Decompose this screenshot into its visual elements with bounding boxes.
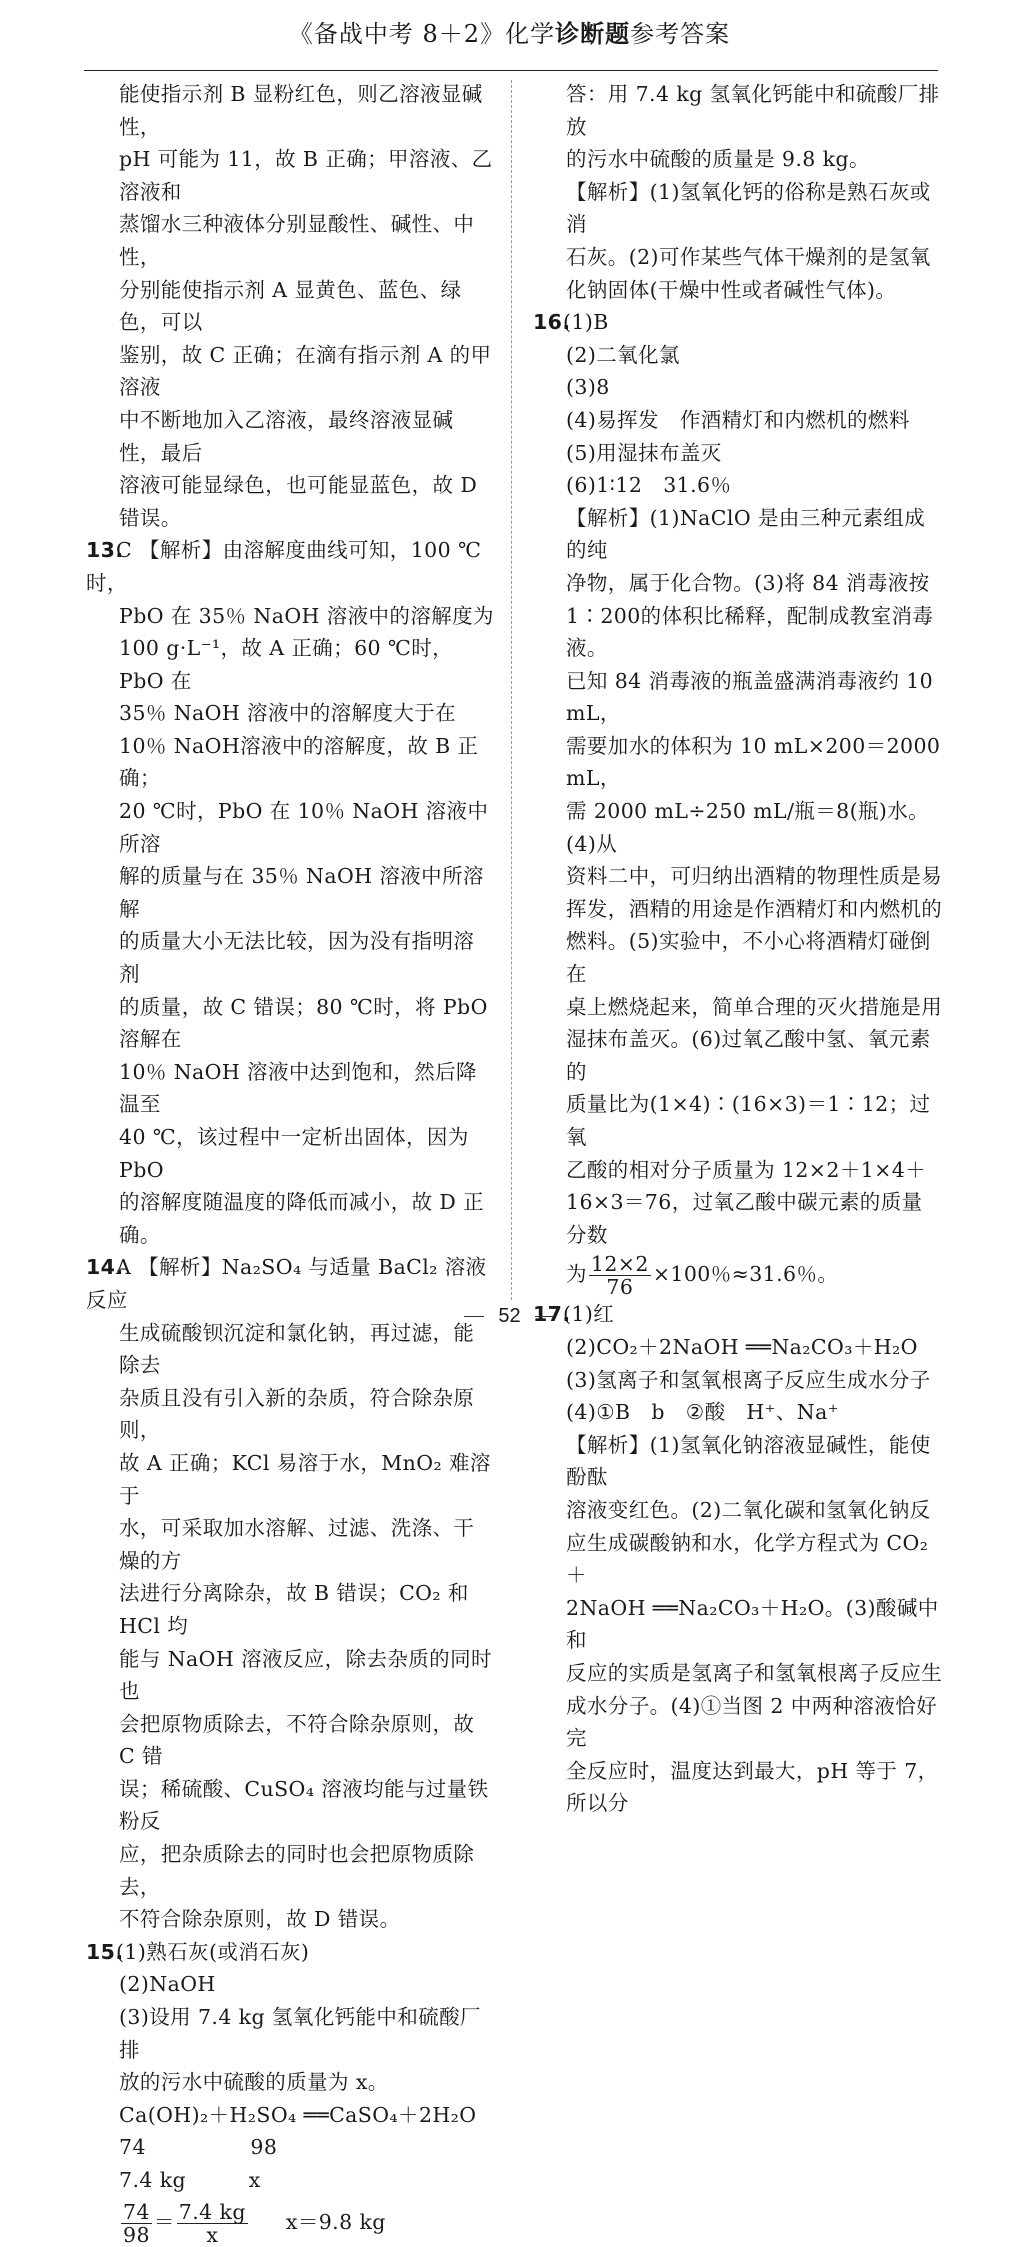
text-line: 鉴别，故 C 正确；在滴有指示剂 A 的甲溶液 [119,342,492,400]
text-line: 解的质量与在 35％ NaOH 溶液中所溶解 [119,864,484,921]
text-line: 会把原物质除去，不符合除杂原则，故 C 错 [119,1711,475,1769]
text-line: 40 ℃，该过程中一定析出固体，因为 PbO [119,1125,469,1182]
text-line: (2)二氧化氯 [566,342,680,367]
fraction-line [533,1253,943,1298]
text-line: 【解析】(1)NaClO 是由三种元素组成的纯 [566,505,926,563]
text-line: (1)B [563,310,609,335]
fraction-denominator: 98 [123,2222,150,2247]
text-line: 质量比为(1×4)∶(16×3)＝1∶12；过氧 [566,1092,931,1149]
header-title-bold: 诊断题 [555,19,631,48]
question-number: 13. [86,538,124,563]
fraction-denominator: 76 [606,1275,634,1300]
text-line: (6)1∶12 31.6％ [566,473,732,498]
text-fragment: 为 [566,1262,587,1287]
text-line: 1∶200的体积比稀释，配制成教室消毒液。 [566,603,934,661]
text-line: 【解析】(1)氢氧化钠溶液显碱性，能使酚酞 [566,1432,931,1490]
right-continuation [533,78,943,306]
text-line: 法进行分离除杂，故 B 错误；CO₂ 和 HCl 均 [119,1581,469,1638]
text-line: 净物，属于化合物。(3)将 84 消毒液按 [566,570,930,595]
text-line: 反应的实质是氢离子和氢氧根离子反应生 [566,1660,943,1685]
left-continuation [86,78,494,534]
text-line: 【解析】(1)氢氧化钙的俗称是熟石灰或消 [566,179,931,237]
text-line: 水，可采取加水溶解、过滤、洗涤、干燥的方 [119,1516,475,1573]
text-line: 的质量，故 C 错误；80 ℃时，将 PbO 溶解在 [119,994,488,1052]
text-line: (5)用湿抹布盖灭 [566,440,722,465]
text-line: 10％ NaOH溶液中的溶解度，故 B 正确； [119,733,479,791]
header-title-post: 参考答案 [630,20,731,48]
text-line: (4)易挥发 作酒精灯和内燃机的燃料 [566,407,910,432]
text-line: 溶液可能显绿色，也可能显蓝色，故 D 错误。 [119,473,478,530]
fraction [589,1253,651,1298]
text-line: pH 可能为 11，故 B 正确；甲溶液、乙溶液和 [119,147,493,204]
chemical-equation: (2)CO₂＋2NaOH ══Na₂CO₃＋H₂O [566,1334,918,1359]
text-line: 答：用 7.4 kg 氢氧化钙能中和硫酸厂排放 [566,82,940,139]
result: x＝9.8 kg [285,2209,386,2234]
chemical-equation: Ca(OH)₂＋H₂SO₄ ══CaSO₄＋2H₂O [119,2102,477,2127]
page-number: 52 [498,1305,521,1327]
question-15 [86,1936,494,2246]
fraction [177,2201,248,2246]
text-line: 中不断地加入乙溶液，最终溶液显碱性，最后 [119,407,454,465]
text-line: (4)①B b ②酸 H⁺、Na⁺ [566,1400,839,1425]
text-line: 10％ NaOH 溶液中达到饱和，然后降温至 [119,1059,477,1117]
text-line: 100 g·L⁻¹，故 A 正确；60 ℃时，PbO 在 [119,636,454,693]
header-title-pre: 《备战中考 8＋2》化学 [288,20,556,48]
text-line: 应生成碳酸钠和水，化学方程式为 CO₂＋ [566,1530,929,1588]
question-14 [86,1251,494,1935]
text-line: (3)8 [566,375,610,400]
text-line: 故 A 正确；KCl 易溶于水，MnO₂ 难溶于 [119,1450,491,1508]
text-line: 分别能使指示剂 A 显黄色、蓝色、绿色，可以 [119,277,462,335]
text-line: PbO 在 35％ NaOH 溶液中的溶解度为 [119,603,494,628]
right-column [533,78,943,1820]
text-line: (3)氢离子和氢氧根离子反应生成水分子 [566,1367,931,1392]
text-line: 的污水中硫酸的质量是 9.8 kg。 [566,147,870,172]
text-fragment: ×100％≈31.6％。 [652,1262,839,1287]
text-line: 不符合除杂原则，故 D 错误。 [119,1907,401,1932]
text-line: (2)NaOH [119,1972,216,1997]
text-line: (1)熟石灰(或消石灰) [116,1939,310,1964]
question-13 [86,534,494,1251]
text-line: A 【解析】Na₂SO₄ 与适量 BaCl₂ 溶液反应 [86,1255,487,1312]
text-line: 溶液变红色。(2)二氧化碳和氢氧化钠反 [566,1497,931,1522]
text-line: 16×3＝76，过氧乙酸中碳元素的质量分数 [566,1190,923,1247]
text-line: 桌上燃烧起来，简单合理的灭火措施是用 [566,994,943,1019]
fraction-numerator: 74 [123,2199,150,2224]
text-line: (3)设用 7.4 kg 氢氧化钙能中和硫酸厂排 [119,2005,481,2062]
page-footer [0,1305,1019,1328]
column-divider [511,80,512,1300]
text-line: 杂质且没有引入新的杂质，符合除杂原则， [119,1385,475,1443]
text-line: 成水分子。(4)①当图 2 中两种溶液恰好完 [566,1693,938,1751]
text-line: (1)红 [563,1302,615,1327]
text-line: 湿抹布盖灭。(6)过氧乙酸中氢、氧元素的 [566,1027,931,1084]
text-line: 生成硫酸钡沉淀和氯化钠，再过滤，能除去 [119,1320,475,1378]
text-line: 放的污水中硫酸的质量为 x。 [119,2070,389,2095]
fraction [121,2201,152,2246]
footer-dash [535,1316,555,1317]
text-line: 资料二中，可归纳出酒精的物理性质是易 [566,864,943,889]
footer-dash [464,1316,484,1317]
text-line: 的质量大小无法比较，因为没有指明溶剂 [119,929,475,987]
fraction-numerator: 12×2 [590,1252,649,1277]
text-line: 20 ℃时，PbO 在 10％ NaOH 溶液中所溶 [119,799,489,856]
text-line: 7.4 kg x [119,2168,261,2192]
proportion-line [86,2201,494,2246]
header-rule [84,70,938,71]
text-line: 化钠固体(干燥中性或者碱性气体)。 [566,277,897,302]
text-line: 全反应时，温度达到最大，pH 等于 7，所以分 [566,1758,939,1816]
text-line: 2NaOH ══Na₂CO₃＋H₂O。(3)酸碱中和 [566,1595,939,1653]
text-line: 石灰。(2)可作某些气体干燥剂的是氢氧 [566,244,931,269]
text-line: 能使指示剂 B 显粉红色，则乙溶液显碱性， [119,82,483,139]
fraction-denominator: x [206,2222,219,2247]
page-header [0,14,1019,54]
text-line: 乙酸的相对分子质量为 12×2＋1×4＋ [566,1157,927,1182]
text-line: 需要加水的体积为 10 mL×200＝2000 mL， [566,733,941,791]
fraction-numerator: 7.4 kg [178,2199,246,2224]
equals-sign: ＝ [153,2209,175,2234]
text-line: 74 98 [119,2135,278,2160]
text-line: 已知 84 消毒液的瓶盖盛满消毒液约 10 mL， [566,668,934,726]
text-line: 能与 NaOH 溶液反应，除去杂质的同时也 [119,1646,492,1704]
text-line: 应，把杂质除去的同时也会把原物质除去， [119,1842,475,1899]
left-column [86,78,494,2246]
text-line: 需 2000 mL÷250 mL/瓶＝8(瓶)水。(4)从 [566,799,930,856]
question-number: 15. [86,1939,124,1964]
text-line: 挥发，酒精的用途是作酒精灯和内燃机的 [566,896,943,921]
question-16 [533,306,943,1298]
text-line: C 【解析】由溶解度曲线可知，100 ℃时， [86,538,482,595]
text-line: 蒸馏水三种液体分别显酸性、碱性、中性， [119,212,475,269]
text-line: 35％ NaOH 溶液中的溶解度大于在 [119,701,457,726]
question-number: 16. [533,310,571,335]
question-number: 14. [86,1255,124,1280]
question-number: 17. [533,1302,571,1327]
text-line: 误；稀硫酸、CuSO₄ 溶液均能与过量铁粉反 [119,1776,489,1834]
text-line: 燃料。(5)实验中，不小心将酒精灯碰倒在 [566,929,931,987]
text-line: 的溶解度随温度的降低而减小，故 D 正确。 [119,1190,485,1247]
